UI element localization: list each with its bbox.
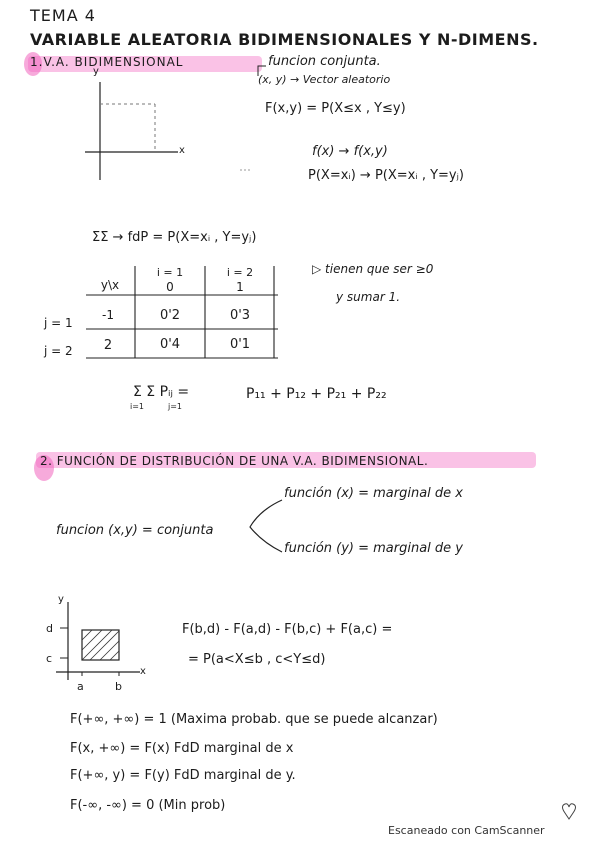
px-line: P(X=xᵢ) → P(X=xᵢ , Y=yⱼ) <box>308 168 464 183</box>
fx-line: f(x) → f(x,y) <box>312 144 388 159</box>
table-row-label-2: j = 2 <box>44 344 73 358</box>
section2-heading: 2. FUNCIÓN DE DISTRIBUCIÓN DE UNA V.A. BIDIMENSIONAL. <box>40 454 429 468</box>
property-3: F(+∞, y) = F(y) FdD marginal de y. <box>70 768 296 783</box>
note-line-2: y sumar 1. <box>336 290 401 304</box>
sum-lhs-sub-i: i=1 <box>130 402 145 411</box>
table-col-value-1: 0 <box>166 280 174 294</box>
note-line-1: ▷ tienen que ser ≥0 <box>312 262 434 276</box>
table-row-value-1: -1 <box>102 308 114 322</box>
label-a: a <box>77 680 84 693</box>
F-rectangle-line-2: = P(a<X≤b , c<Y≤d) <box>188 652 326 667</box>
section1-heading: 1.V.A. BIDIMENSIONAL <box>30 55 184 69</box>
conjunta-text: funcion (x,y) = conjunta <box>56 523 214 538</box>
funcion-conjunta-text: funcion conjunta. <box>268 54 381 69</box>
label-b: b <box>115 680 122 693</box>
property-1: F(+∞, +∞) = 1 (Maxima probab. que se puede alcanzar) <box>70 712 438 727</box>
section2-axis-y-label: y <box>58 594 64 605</box>
property-2: F(x, +∞) = F(x) FdD marginal de x <box>70 741 294 756</box>
tema-label: TEMA 4 <box>30 6 96 25</box>
table-cell-1-1: 0'2 <box>159 308 181 323</box>
table-cell-2-1: 0'4 <box>159 337 181 352</box>
table-row-value-2: 2 <box>103 338 113 353</box>
section1-axis-y-label: y <box>93 66 99 77</box>
section2-axis-x-label: x <box>140 666 146 677</box>
property-4: F(-∞, -∞) = 0 (Min prob) <box>70 798 226 813</box>
table-cell-2-2: 0'1 <box>229 337 251 352</box>
F-rectangle-line-1: F(b,d) - F(a,d) - F(b,c) + F(a,c) = <box>182 622 393 637</box>
marginal-x-text: función (x) = marginal de x <box>284 486 463 501</box>
table-cell-1-2: 0'3 <box>229 308 251 323</box>
sum-lhs: Σ Σ Pᵢⱼ = <box>133 384 190 400</box>
label-d: d <box>46 622 53 635</box>
F-definition: F(x,y) = P(X≤x , Y≤y) <box>265 101 406 116</box>
fdp-line: ΣΣ → fdP = P(X=xᵢ , Y=yⱼ) <box>92 230 257 245</box>
page-title: VARIABLE ALEATORIA BIDIMENSIONALES Y N-DIMENS. <box>30 30 539 49</box>
camscanner-watermark: Escaneado con CamScanner <box>388 824 545 837</box>
table-row-label-1: j = 1 <box>44 316 73 330</box>
table-col-header-1: i = 1 <box>156 266 184 279</box>
section1-axis-x-label: x <box>179 145 185 156</box>
label-c: c <box>46 652 53 665</box>
marginal-y-text: función (y) = marginal de y <box>284 541 463 556</box>
table-corner: y\x <box>100 278 120 292</box>
vector-aleatorio-text: (x, y) → Vector aleatorio <box>258 73 391 86</box>
table-col-header-2: i = 2 <box>226 266 254 279</box>
sum-rhs: P₁₁ + P₁₂ + P₂₁ + P₂₂ <box>246 386 387 402</box>
table-col-value-2: 1 <box>236 280 244 294</box>
sum-lhs-sub-j: j=1 <box>168 402 183 411</box>
